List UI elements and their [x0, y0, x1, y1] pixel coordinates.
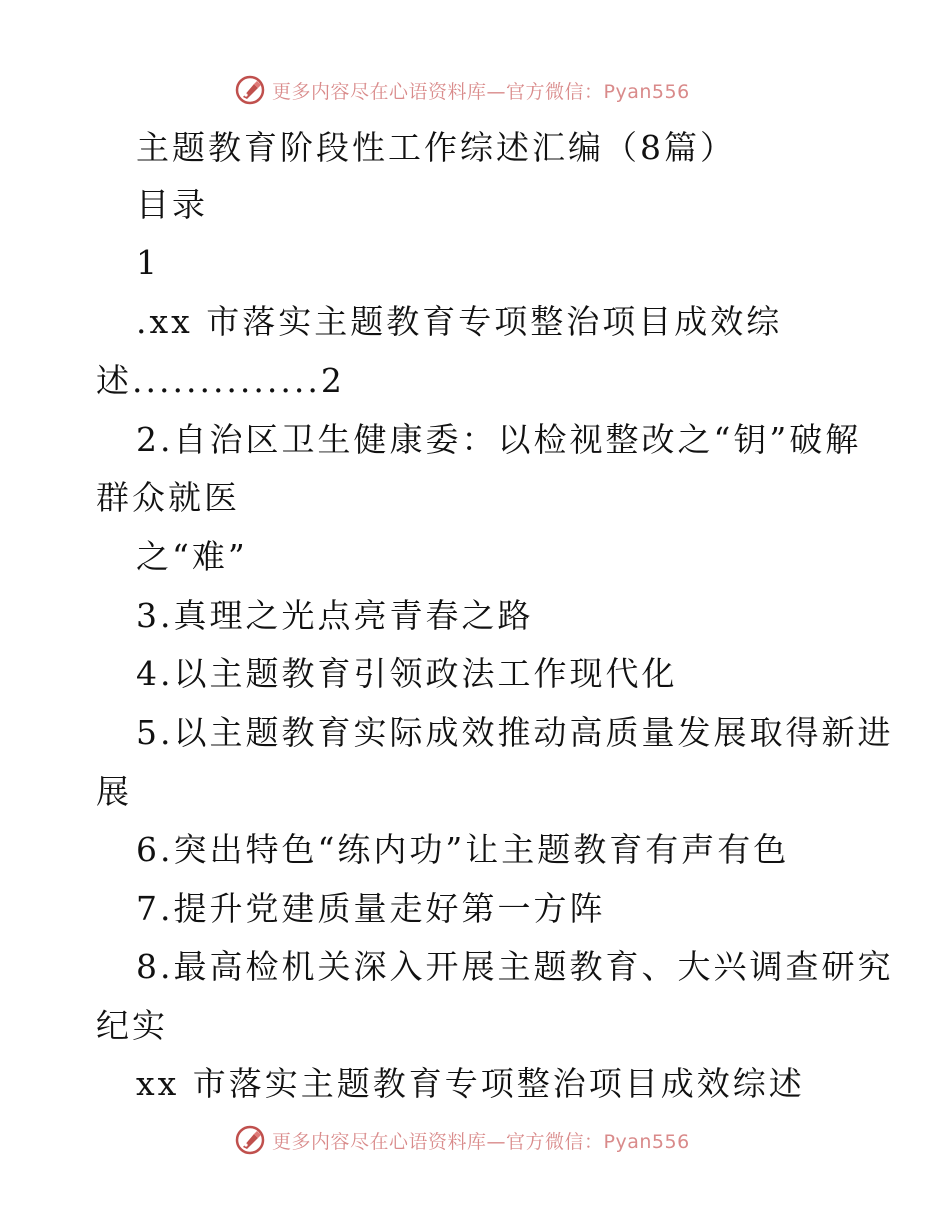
- watermark-text: 更多内容尽在心语资料库—官方微信：Pyan556: [272, 80, 690, 103]
- toc-line: 5.以主题教育实际成效推动高质量发展取得新进: [136, 713, 894, 752]
- toc-line: 2.自治区卫生健康委：以检视整改之“钥”破解: [136, 420, 862, 459]
- toc-line: 7.提升党建质量走好第一方阵: [136, 889, 606, 928]
- toc-line: 群众就医: [96, 478, 240, 517]
- toc-line: 1: [136, 243, 160, 282]
- toc-heading: 目录: [136, 185, 208, 224]
- document-title: 主题教育阶段性工作综述汇编（8篇）: [136, 128, 736, 167]
- toc-line: 之“难”: [136, 537, 248, 576]
- header-watermark: [234, 72, 690, 108]
- toc-line: 纪实: [96, 1006, 168, 1045]
- toc-line: 8.最高检机关深入开展主题教育、大兴调查研究: [136, 947, 894, 986]
- footer-watermark: [234, 1122, 690, 1158]
- toc-line: 6.突出特色“练内功”让主题教育有声有色: [136, 830, 790, 869]
- toc-line: 述..............2: [96, 361, 345, 400]
- toc-line: 3.真理之光点亮青春之路: [136, 596, 534, 635]
- toc-line: 4.以主题教育引领政法工作现代化: [136, 654, 678, 693]
- toc-line: .xx 市落实主题教育专项整治项目成效综: [136, 302, 783, 341]
- section-title: xx 市落实主题教育专项整治项目成效综述: [136, 1064, 805, 1103]
- pen-nib-logo-icon: [234, 1124, 266, 1156]
- toc-line: 展: [96, 772, 132, 811]
- pen-nib-logo-icon: [234, 74, 266, 106]
- watermark-text: 更多内容尽在心语资料库—官方微信：Pyan556: [272, 1130, 690, 1153]
